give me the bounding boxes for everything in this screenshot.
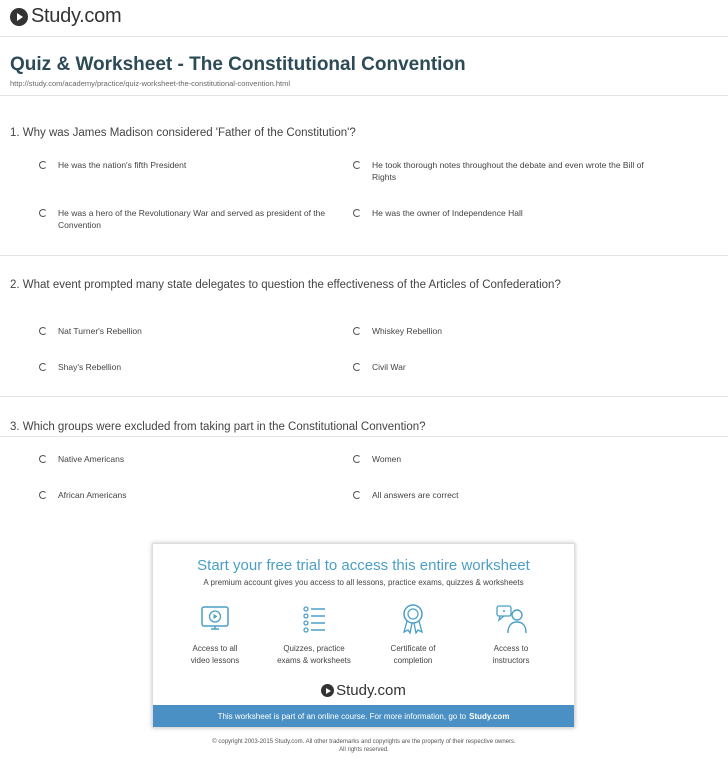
feature-label: Access to all video lessons bbox=[190, 644, 240, 665]
study-logo[interactable] bbox=[10, 5, 121, 28]
page-title: Quiz & Worksheet - The Constitutional Convention bbox=[10, 54, 466, 75]
header-divider bbox=[0, 36, 728, 37]
radio-icon[interactable] bbox=[38, 490, 47, 499]
answer-option[interactable] bbox=[352, 325, 657, 337]
copyright-footer bbox=[0, 738, 728, 754]
answer-label: Native Americans bbox=[58, 454, 125, 464]
page-url: http://study.com/academy/practice/quiz-worksheet-the-constitutional-convention.html bbox=[10, 79, 290, 88]
free-trial-promo[interactable] bbox=[152, 543, 575, 728]
question-3: 3. Which groups were excluded from taking part in the Constitutional Convention? bbox=[10, 421, 426, 433]
feature-label: Access to instructors bbox=[492, 644, 530, 665]
radio-icon[interactable] bbox=[352, 454, 361, 463]
feature-quizzes bbox=[269, 602, 359, 667]
answer-label: Nat Turner's Rebellion bbox=[58, 326, 142, 336]
answer-option[interactable] bbox=[352, 453, 657, 465]
study-link[interactable]: Study.com bbox=[469, 711, 510, 721]
answer-label: Shay's Rebellion bbox=[58, 362, 122, 372]
answer-label: Whiskey Rebellion bbox=[372, 326, 442, 336]
answer-option[interactable] bbox=[38, 453, 343, 465]
radio-icon[interactable] bbox=[352, 490, 361, 499]
answer-option[interactable] bbox=[38, 361, 343, 373]
logo-text: Study.com bbox=[31, 5, 122, 27]
radio-icon[interactable] bbox=[352, 326, 361, 335]
answer-label: All answers are correct bbox=[372, 490, 459, 500]
feature-certificate bbox=[368, 602, 458, 667]
answer-label: He was the nation's fifth President bbox=[58, 160, 187, 170]
answer-label: He was the owner of Independence Hall bbox=[372, 208, 523, 218]
answer-option[interactable] bbox=[38, 159, 343, 171]
answer-option[interactable] bbox=[38, 207, 343, 231]
answer-label: He was a hero of the Revolutionary War and served as president of the Convention bbox=[58, 208, 326, 230]
promo-logo-text: Study.com bbox=[336, 682, 406, 699]
play-logo-icon bbox=[10, 8, 28, 26]
answer-option[interactable] bbox=[38, 325, 343, 337]
feature-instructors bbox=[466, 602, 556, 667]
promo-title[interactable]: Start your free trial to access this entire worksheet bbox=[197, 557, 530, 574]
question-divider bbox=[0, 255, 728, 256]
question-1: 1. Why was James Madison considered 'Father of the Constitution'? bbox=[10, 127, 356, 139]
radio-icon[interactable] bbox=[38, 454, 47, 463]
course-info-text: This worksheet is part of an online course. For more information, go to bbox=[217, 711, 467, 721]
radio-icon[interactable] bbox=[38, 208, 47, 217]
question-2: 2. What event prompted many state delegates to question the effectiveness of the Articles of Confederation? bbox=[10, 279, 561, 291]
rights-line: All rights reserved. bbox=[339, 747, 389, 753]
play-logo-icon bbox=[321, 684, 334, 697]
title-divider bbox=[0, 95, 728, 96]
question-divider bbox=[0, 396, 728, 397]
question-divider bbox=[0, 436, 728, 437]
radio-icon[interactable] bbox=[352, 362, 361, 371]
quiz-list-icon bbox=[297, 602, 331, 636]
answer-option[interactable] bbox=[352, 361, 657, 373]
radio-icon[interactable] bbox=[38, 160, 47, 169]
promo-logo[interactable] bbox=[153, 682, 574, 699]
answer-option[interactable] bbox=[352, 207, 657, 219]
answer-label: He took thorough notes throughout the debate and even wrote the Bill of Rights bbox=[372, 160, 644, 182]
course-info-bar bbox=[153, 705, 574, 727]
answer-option[interactable] bbox=[352, 159, 657, 183]
feature-label: Certificate of completion bbox=[390, 644, 436, 665]
radio-icon[interactable] bbox=[352, 160, 361, 169]
radio-icon[interactable] bbox=[352, 208, 361, 217]
feature-video-lessons bbox=[170, 602, 260, 667]
certificate-icon bbox=[396, 602, 430, 636]
video-lesson-icon bbox=[198, 602, 232, 636]
radio-icon[interactable] bbox=[38, 362, 47, 371]
instructor-icon bbox=[494, 602, 528, 636]
radio-icon[interactable] bbox=[38, 326, 47, 335]
answer-label: African Americans bbox=[58, 490, 127, 500]
answer-label: Civil War bbox=[372, 362, 406, 372]
feature-label: Quizzes, practice exams & worksheets bbox=[277, 644, 351, 665]
copyright-line: © copyright 2003-2015 Study.com. All other trademarks and copyrights are the property of their respective owners. bbox=[212, 739, 516, 745]
answer-option[interactable] bbox=[352, 489, 657, 501]
answer-label: Women bbox=[372, 454, 402, 464]
answer-option[interactable] bbox=[38, 489, 343, 501]
promo-subtitle: A premium account gives you access to all lessons, practice exams, quizzes & worksheets bbox=[203, 578, 524, 587]
